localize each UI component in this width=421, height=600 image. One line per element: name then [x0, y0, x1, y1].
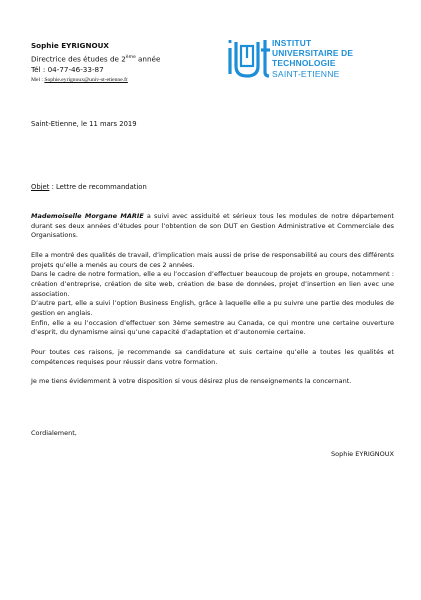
- iut-logo-text: INSTITUT UNIVERSITAIRE DE TECHNOLOGIE SAINT-ETIENNE: [272, 38, 354, 79]
- sender-phone: Tél : 04-77-46-33-87: [31, 65, 104, 75]
- paragraph-recommendation: Pour toutes ces raisons, je recommande sa candidature et suis certaine qu’elle a toutes les qualités et compétences requises pour réussir dans votre formation.: [31, 347, 394, 366]
- closing: Cordialement,: [31, 429, 77, 437]
- paragraph-projects: Dans le cadre de notre formation, elle a eu l’occasion d’effectuer beaucoup de projets en groupe, notamment : création d’entreprise, création de site web, création de base de données, projet d’insertion en lien avec une association.: [31, 270, 394, 298]
- letter-body: [31, 212, 394, 396]
- paragraph-availability: Je me tiens évidemment à votre disposition si vous désirez plus de renseignements la concernant.: [31, 376, 352, 385]
- paragraph-qualities: Elle a montré des qualités de travail, d’implication mais aussi de prise de responsabilité au cours des différents projets qu’elle a menés au cours de ces 2 années.: [31, 250, 394, 269]
- subject-line: Objet : Lettre de recommandation: [31, 183, 147, 191]
- sender-mail-link[interactable]: Sophie.eyrignoux@univ-st-etienne.fr: [44, 76, 128, 83]
- sender-role: Directrice des études de 2ème année: [31, 53, 161, 63]
- paragraph-semester: Enfin, elle a eu l’occasion d’effectuer son 3ème semestre au Canada, ce qui montre une certaine ouverture d’esprit, du dynamisme ainsi qu’une capacité d’adaptation et d’autonomie certaine.: [31, 318, 394, 337]
- sender-block: [31, 40, 160, 85]
- paragraph-intro: Mademoiselle Morgane MARIE a suivi avec assiduité et sérieux tous les modules de notre département durant ses deux années d’études pour l’obtention de son DUT en Gestion Administrative et Commerciale des Organisations.: [31, 212, 394, 240]
- sender-mail: Mel : Sophie.eyrignoux@univ-st-etienne.fr: [31, 76, 128, 83]
- paragraph-option: D’autre part, elle a suivi l’option Business English, grâce à laquelle elle a pu suivre une partie des modules de gestion en anglais.: [31, 299, 394, 318]
- date-line: Saint-Etienne, le 11 mars 2019: [31, 120, 137, 128]
- sender-name: Sophie EYRIGNOUX: [31, 41, 109, 50]
- signature: Sophie EYRIGNOUX: [331, 450, 394, 458]
